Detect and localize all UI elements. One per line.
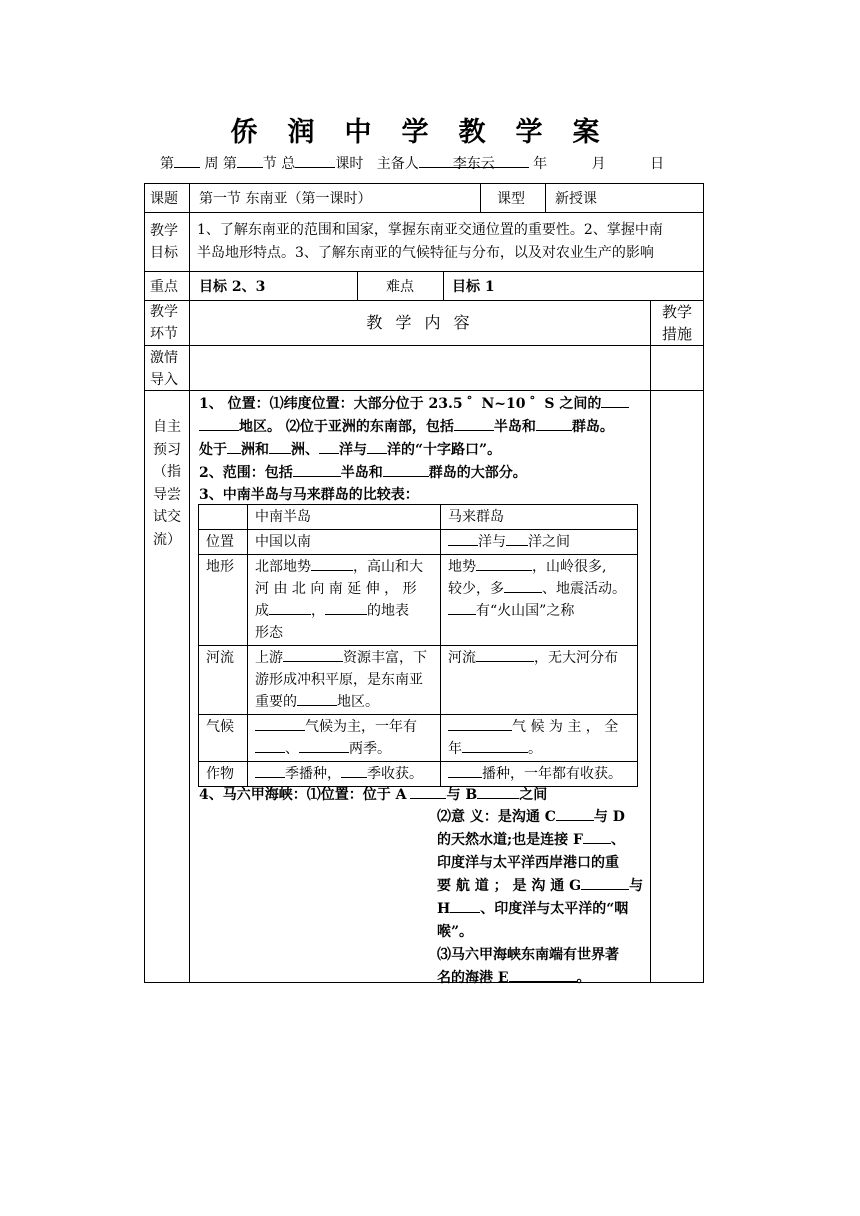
measure-label: 教学措施	[661, 303, 692, 343]
host-name: 李东云	[419, 153, 529, 168]
table-header-cell: 中南半岛	[248, 505, 441, 530]
text: 洋与	[478, 534, 506, 550]
week-prefix: 第	[160, 156, 174, 172]
text: 气 候 为 主 ， 全	[512, 719, 619, 735]
goal-label: 教学目标	[150, 223, 178, 261]
location-line-1	[199, 393, 629, 415]
row-label: 地形	[199, 555, 248, 646]
blank[interactable]	[506, 531, 528, 546]
table-header-cell: 马来群岛	[441, 505, 638, 530]
table-row	[199, 530, 638, 555]
text: 较少，多	[448, 581, 504, 597]
blank[interactable]	[283, 647, 343, 662]
text: 喉”。	[437, 924, 474, 940]
row-cell	[248, 715, 441, 762]
blank[interactable]	[293, 462, 341, 477]
blank[interactable]	[476, 556, 532, 571]
blank[interactable]	[367, 439, 387, 454]
blank[interactable]	[410, 784, 446, 799]
location-text-4: 群岛。	[571, 419, 614, 435]
row-label: 气候	[199, 715, 248, 762]
difficulty-value: 目标 1	[452, 279, 495, 295]
text: 与 D	[593, 809, 625, 825]
row-label: 河流	[199, 646, 248, 715]
blank[interactable]	[325, 600, 367, 615]
blank[interactable]	[556, 806, 594, 821]
blank[interactable]	[509, 967, 577, 982]
goal-text-1: 1、了解东南亚的范围和国家，掌握东南亚交通位置的重要性。2、掌握中南	[197, 222, 663, 238]
text: H	[437, 901, 451, 917]
location-text-3: 半岛和	[493, 419, 536, 435]
text: 地势	[448, 559, 476, 575]
text: 2、范围：包括	[199, 465, 293, 481]
text: 、	[285, 741, 299, 757]
blank[interactable]	[255, 738, 285, 753]
key-label: 重点	[150, 279, 178, 295]
text: ，	[311, 603, 325, 619]
blank[interactable]	[255, 716, 305, 731]
row-cell	[441, 762, 638, 787]
type-value: 新授课	[555, 191, 597, 207]
text: 印度洋与太平洋西岸港口的重	[437, 855, 619, 871]
text: 形态	[255, 625, 283, 641]
text: ，高山和大	[353, 559, 423, 575]
text: 河 由 北 向 南 延 伸 ， 形	[255, 581, 417, 597]
text: 半岛和	[340, 465, 383, 481]
blank[interactable]	[341, 763, 367, 778]
blank[interactable]	[477, 784, 519, 799]
text: 成	[255, 603, 269, 619]
malacca-significance	[437, 806, 647, 990]
row-cell: 中国以南	[248, 530, 441, 555]
text: 河流	[448, 650, 476, 666]
text: 地区。	[337, 694, 379, 710]
location-text-1: 1、 位置：⑴纬度位置：大部分位于 23.5 ゜N~10 ゜S 之间的	[199, 396, 602, 412]
blank[interactable]	[450, 898, 480, 913]
text: 洲和	[241, 442, 269, 458]
stage-label: 教学环节	[150, 304, 178, 342]
text: 、	[610, 832, 625, 848]
text: 资源丰富，下	[343, 650, 427, 666]
text: ，无大河分布	[534, 650, 618, 666]
row-cell	[441, 715, 638, 762]
blank[interactable]	[297, 691, 337, 706]
text: 洋之间	[528, 534, 570, 550]
text: 洋与	[339, 442, 367, 458]
year-label: 年	[533, 156, 548, 172]
text: 与 B	[446, 787, 478, 803]
blank[interactable]	[601, 393, 629, 408]
location-line-2	[199, 416, 614, 438]
text: 洋的“十字路口”。	[387, 442, 502, 458]
range-line	[199, 462, 527, 484]
row-cell	[248, 762, 441, 787]
lesson-info-line	[160, 153, 664, 173]
hours-blank[interactable]	[295, 153, 335, 168]
text: ，山岭很多,	[532, 559, 607, 575]
blank[interactable]	[448, 763, 482, 778]
intro-label: 激情导入	[150, 350, 178, 388]
blank[interactable]	[536, 416, 572, 431]
text: 、印度洋与太平洋的“咽	[480, 901, 629, 917]
hours-label: 课时	[335, 156, 364, 172]
page-title: 侨润中学教学案	[230, 117, 630, 148]
location-text-2: 地区。 ⑵位于亚洲的东南部，包括	[239, 419, 454, 435]
blank[interactable]	[227, 439, 241, 454]
blank[interactable]	[476, 647, 534, 662]
text: 播种，一年都有收获。	[482, 766, 622, 782]
section-label: 节 总	[262, 156, 296, 172]
text: 。	[576, 970, 591, 986]
compare-heading: 3、中南半岛与马来群岛的比较表：	[199, 487, 419, 503]
text: 的天然水道;也是连接 F	[437, 832, 583, 848]
table-header-cell	[199, 505, 248, 530]
blank[interactable]	[462, 738, 528, 753]
host-label: 主备人	[376, 156, 419, 172]
key-value: 目标 2、3	[199, 279, 266, 295]
blank[interactable]	[448, 600, 476, 615]
text: 处于	[199, 442, 227, 458]
blank[interactable]	[311, 556, 353, 571]
row-cell	[248, 555, 441, 646]
row-cell	[441, 530, 638, 555]
topic-label: 课题	[150, 191, 178, 207]
blank[interactable]	[199, 416, 239, 431]
comparison-table	[198, 504, 638, 787]
text: ⑵意 义：是沟通 C	[437, 809, 556, 825]
location-line-3	[199, 439, 501, 461]
row-label: 作物	[199, 762, 248, 787]
row-cell	[248, 646, 441, 715]
malacca-line-1	[199, 784, 547, 806]
text: 上游	[255, 650, 283, 666]
blank[interactable]	[454, 416, 494, 431]
row-label: 位置	[199, 530, 248, 555]
goal-text-2: 半岛地形特点。3、了解东南亚的气候特征与分布，以及对农业生产的影响	[197, 245, 654, 261]
blank[interactable]	[448, 531, 478, 546]
text: 北部地势	[255, 559, 311, 575]
text: 与	[629, 878, 644, 894]
table-row	[199, 715, 638, 762]
text: 的地表	[367, 603, 409, 619]
blank[interactable]	[448, 716, 512, 731]
section-blank[interactable]	[237, 153, 263, 168]
text: ⑶马六甲海峡东南端有世界著	[437, 947, 619, 963]
difficulty-label: 难点	[386, 279, 414, 295]
blank[interactable]	[299, 738, 349, 753]
text: 洲、	[291, 442, 319, 458]
text: 。	[528, 741, 542, 757]
table-row	[199, 762, 638, 787]
text: 之间	[519, 787, 548, 803]
text: 年	[448, 741, 462, 757]
text: 群岛的大部分。	[428, 465, 527, 481]
blank[interactable]	[583, 829, 611, 844]
text: 游形成冲积平原，是东南亚	[255, 672, 423, 688]
text: 4、马六甲海峡：⑴位置：位于 A	[199, 787, 407, 803]
table-row	[199, 555, 638, 646]
day-label: 日	[650, 156, 665, 172]
blank[interactable]	[255, 763, 285, 778]
table-row	[199, 646, 638, 715]
table-header-row	[199, 505, 638, 530]
text: 要 航 道 ； 是 沟 通 G	[437, 878, 582, 894]
month-label: 月	[591, 156, 606, 172]
text: 重要的	[255, 694, 297, 710]
row-cell	[441, 646, 638, 715]
blank[interactable]	[319, 439, 339, 454]
type-label: 课型	[497, 191, 525, 207]
week-blank[interactable]	[174, 153, 200, 168]
text: 气候为主，一年有	[305, 719, 417, 735]
self-study-label: 自主预习（指导尝试交流）	[153, 419, 181, 548]
blank[interactable]	[504, 578, 542, 593]
blank[interactable]	[269, 600, 311, 615]
text: 两季。	[349, 741, 391, 757]
row-cell	[441, 555, 638, 646]
text: 季收获。	[367, 766, 423, 782]
week-label: 周 第	[204, 156, 237, 172]
content-header: 教 学 内 容	[366, 313, 474, 332]
blank[interactable]	[581, 875, 629, 890]
blank[interactable]	[269, 439, 291, 454]
text: 名的海港 E	[437, 970, 509, 986]
text: 季播种，	[285, 766, 341, 782]
blank[interactable]	[383, 462, 429, 477]
topic-value: 第一节 东南亚（第一课时）	[199, 191, 372, 207]
text: 、地震活动。	[542, 581, 626, 597]
text: 有“火山国”之称	[476, 603, 575, 619]
